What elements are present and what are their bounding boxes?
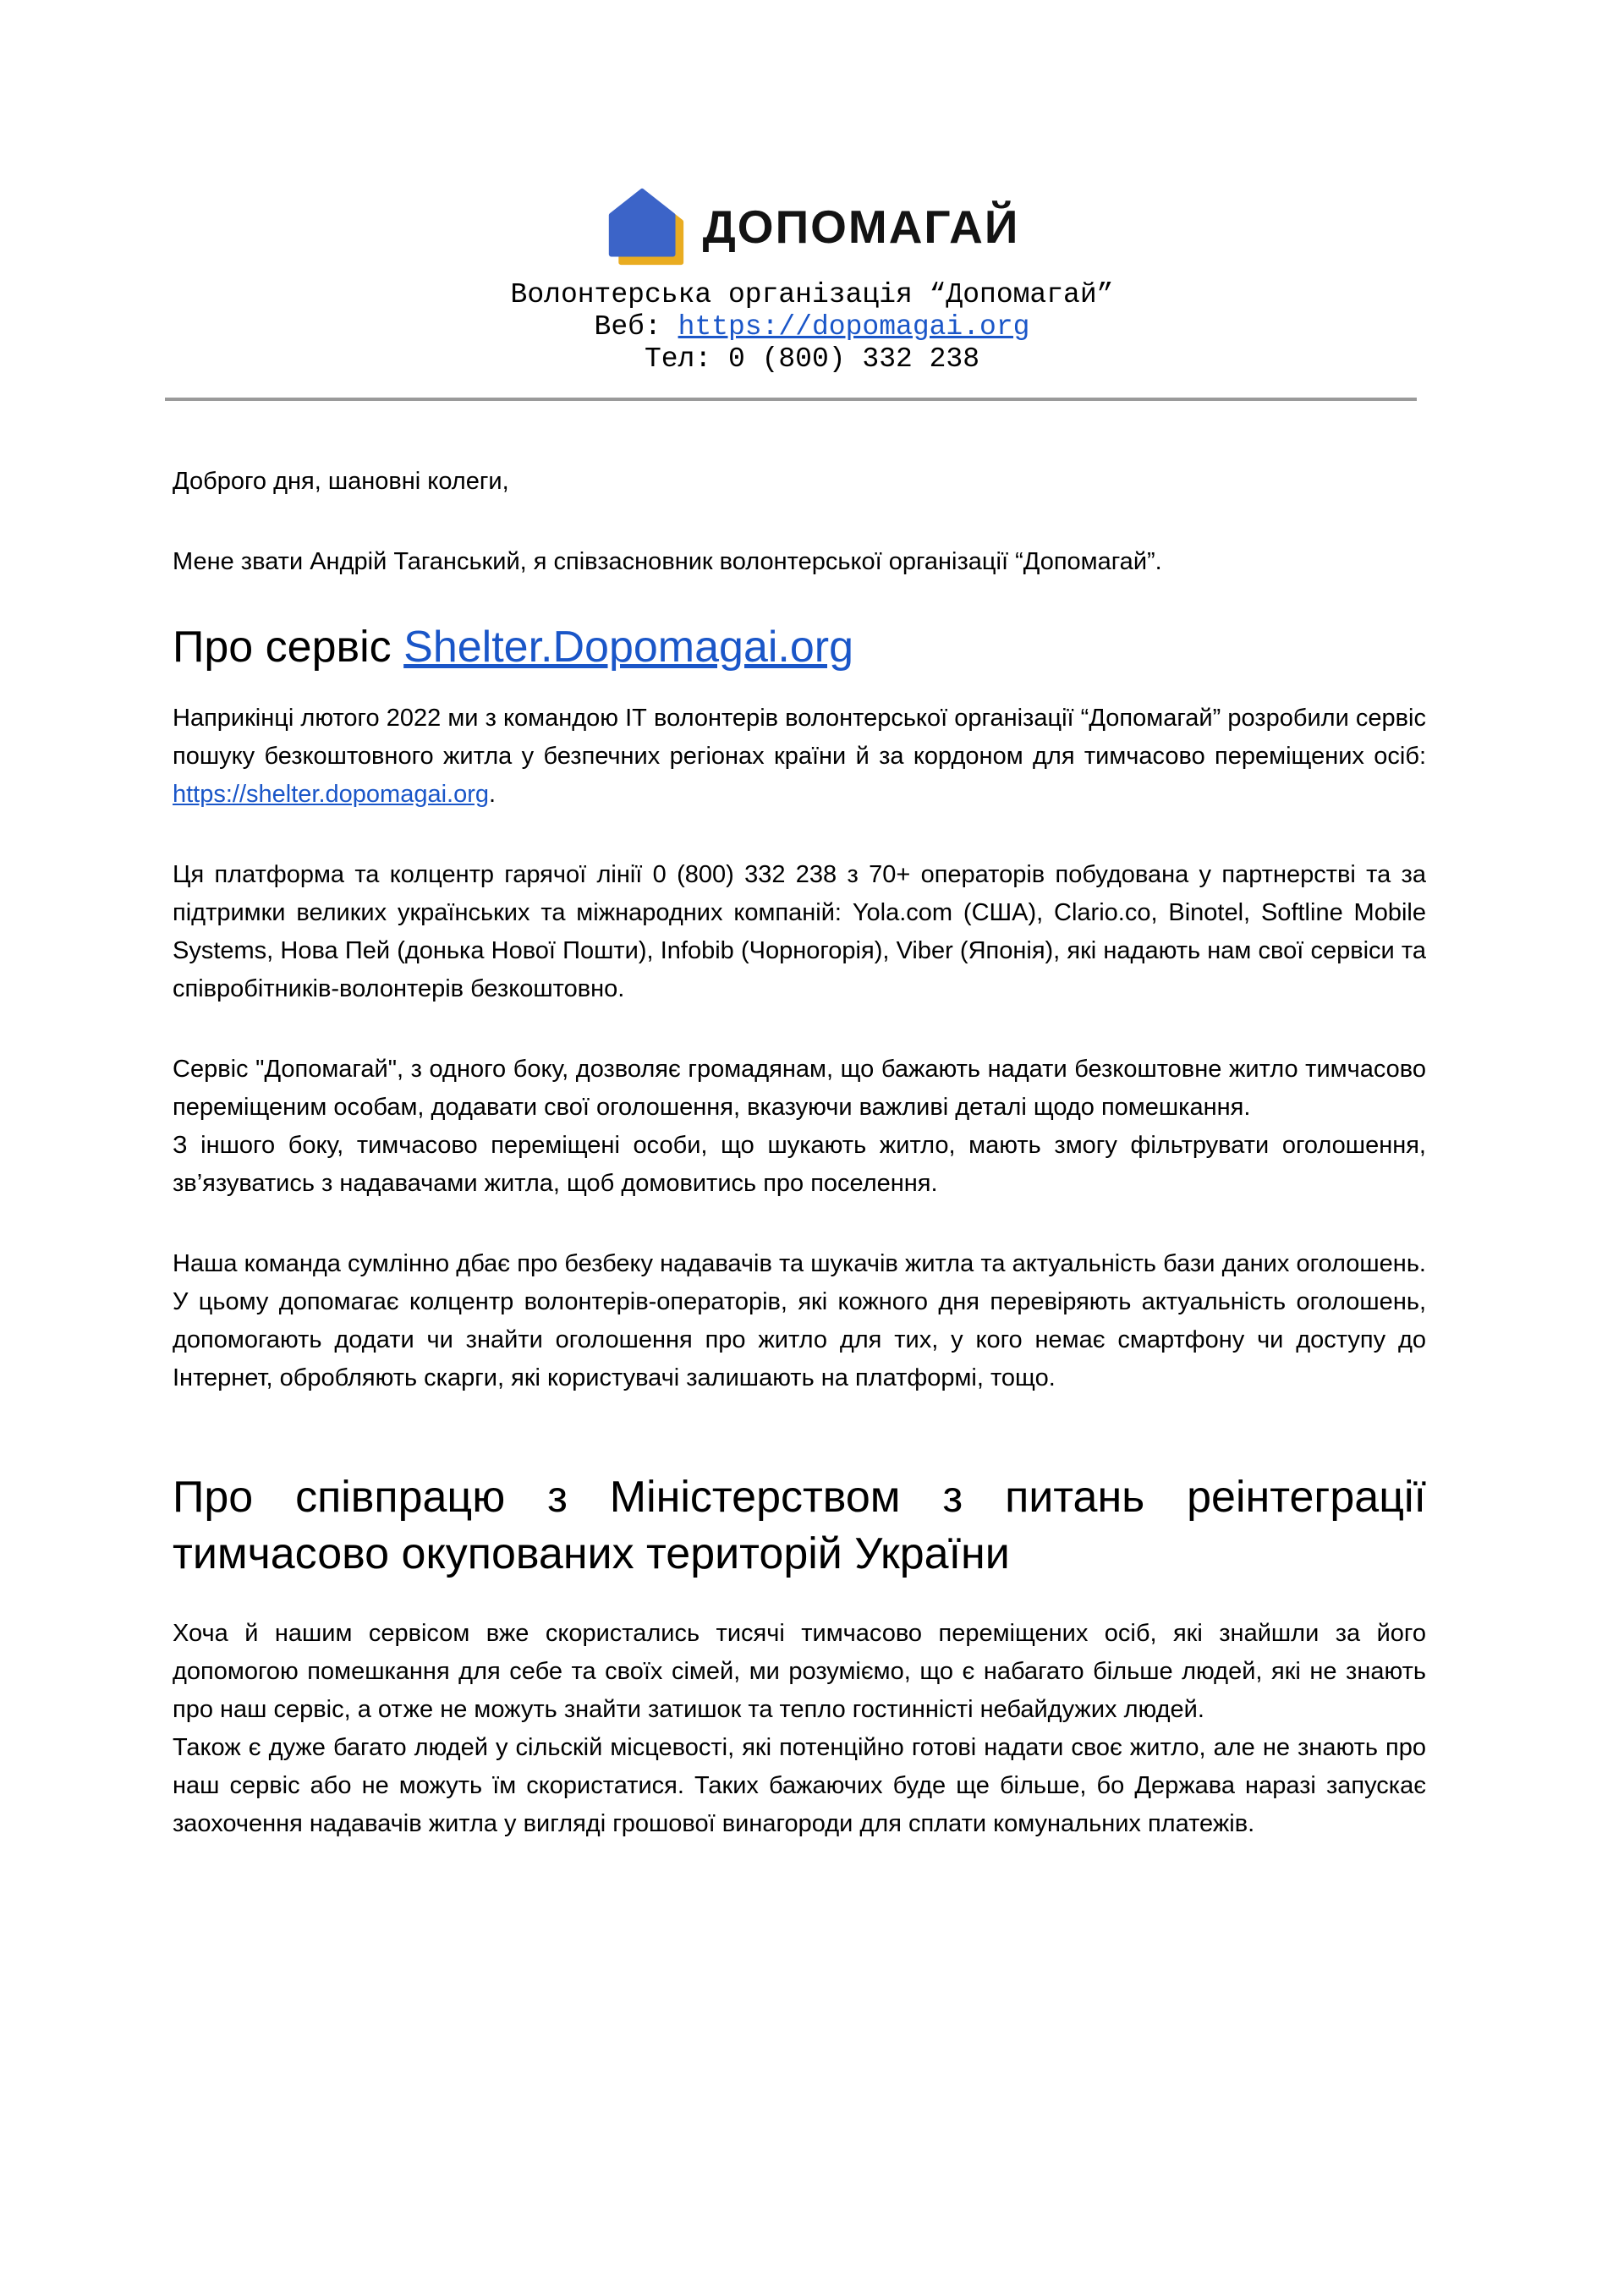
- letterhead: [0, 0, 1624, 401]
- house-logo-icon: [605, 186, 686, 267]
- paragraph-providers: Сервіс "Допомагай", з одного боку, дозволяє громадянам, що бажають надати безкоштовне житло тимчасово переміщеним особам, додавати свої оголошення, вказуючи важливі деталі щодо помешкання.: [173, 1056, 1426, 1121]
- org-website-link[interactable]: https://dopomagai.org: [678, 311, 1030, 343]
- paragraph-text: Наприкінці лютого 2022 ми з командою ІТ волонтерів волонтерської організації “Допомагай” розробили сервіс пошуку безкоштовного житла у безпечних регіонах країни й за кордоном для тимчасово переміщених осіб:: [173, 705, 1426, 770]
- letter-body: [173, 463, 1426, 1843]
- phone-line: Тел: 0 (800) 332 238: [644, 343, 980, 375]
- heading-text: Про сервіс: [173, 623, 404, 672]
- paragraph-team-callcenter: Наша команда сумлінно дбає про безбеку надавачів та шукачів житла та актуальність бази даних оголошень. У цьому допомагає колцентр волонтерів-операторів, які кожного дня перевіряють актуальність оголошень, допомогають додати чи знайти оголошення про житло для тих, у кого немає смартфону чи доступу до Інтернет, обробляють скарги, які користувачі залишають на платформі, тощо.: [173, 1250, 1426, 1391]
- paragraph-service-launch: [173, 700, 1426, 814]
- contact-block: [0, 279, 1624, 376]
- letterhead-divider: [165, 398, 1417, 401]
- paragraph-service-sides: [173, 1051, 1426, 1203]
- logo-wordmark: ДОПОМАГАЙ: [702, 200, 1020, 253]
- shelter-url-link[interactable]: https://shelter.dopomagai.org: [173, 781, 490, 808]
- greeting-line: Доброго дня, шановні колеги,: [173, 468, 509, 495]
- section-heading-service: [173, 623, 1426, 671]
- paragraph-reach: Хоча й нашим сервісом вже скористались тисячі тимчасово переміщених осіб, які знайшли за його допомогою помешкання для себе та своїх сімей, ми розуміємо, що є набагато більше людей, які не знають про наш сервіс, а отже не можуть знайти затишок та тепло гостинністі небайдужих людей.: [173, 1620, 1426, 1723]
- paragraph-seekers: З іншого боку, тимчасово переміщені особи, що шукають житло, мають змогу фільтрувати оголошення, зв’язуватись з надавачами житла, щоб домовитись про поселення.: [173, 1132, 1426, 1197]
- web-line: [0, 311, 1624, 343]
- org-name-line: Волонтерська організація “Допомагай”: [510, 279, 1114, 310]
- paragraph-cooperation: [173, 1615, 1426, 1843]
- shelter-service-link[interactable]: Shelter.Dopomagai.org: [403, 623, 854, 672]
- intro-line: Мене звати Андрій Таганський, я співзасновник волонтерської організації “Допомагай”.: [173, 548, 1162, 575]
- paragraph-platform-partners: Ця платформа та колцентр гарячої лінії 0 (800) 332 238 з 70+ операторів побудована у партнерстві та за підтримки великих українських та міжнародних компаній: Yola.com (США), Clario.co, Binotel, Softline Mobile Systems, Нова Пей (донька Нової Пошти), Infobib (Чорногорія), Viber (Японія), які надають нам свої сервіси та співробітників-волонтерів безкоштовно.: [173, 861, 1426, 1002]
- paragraph-text: .: [489, 781, 497, 808]
- paragraph-rural: Також є дуже багато людей у сільскій місцевості, які потенційно готові надати своє житло, але не знають про наш сервіс або не можуть їм скористатися. Таких бажаючих буде ще більше, бо Держава наразі запускає заохочення надавачів житла у вигляді грошової винагороди для сплати комунальних платежів.: [173, 1734, 1426, 1837]
- section-heading-ministry: Про співпрацю з Міністерством з питань реінтеграції тимчасово окупованих територій України: [173, 1473, 1426, 1578]
- web-label: Веб:: [594, 311, 678, 343]
- logo: [0, 186, 1624, 267]
